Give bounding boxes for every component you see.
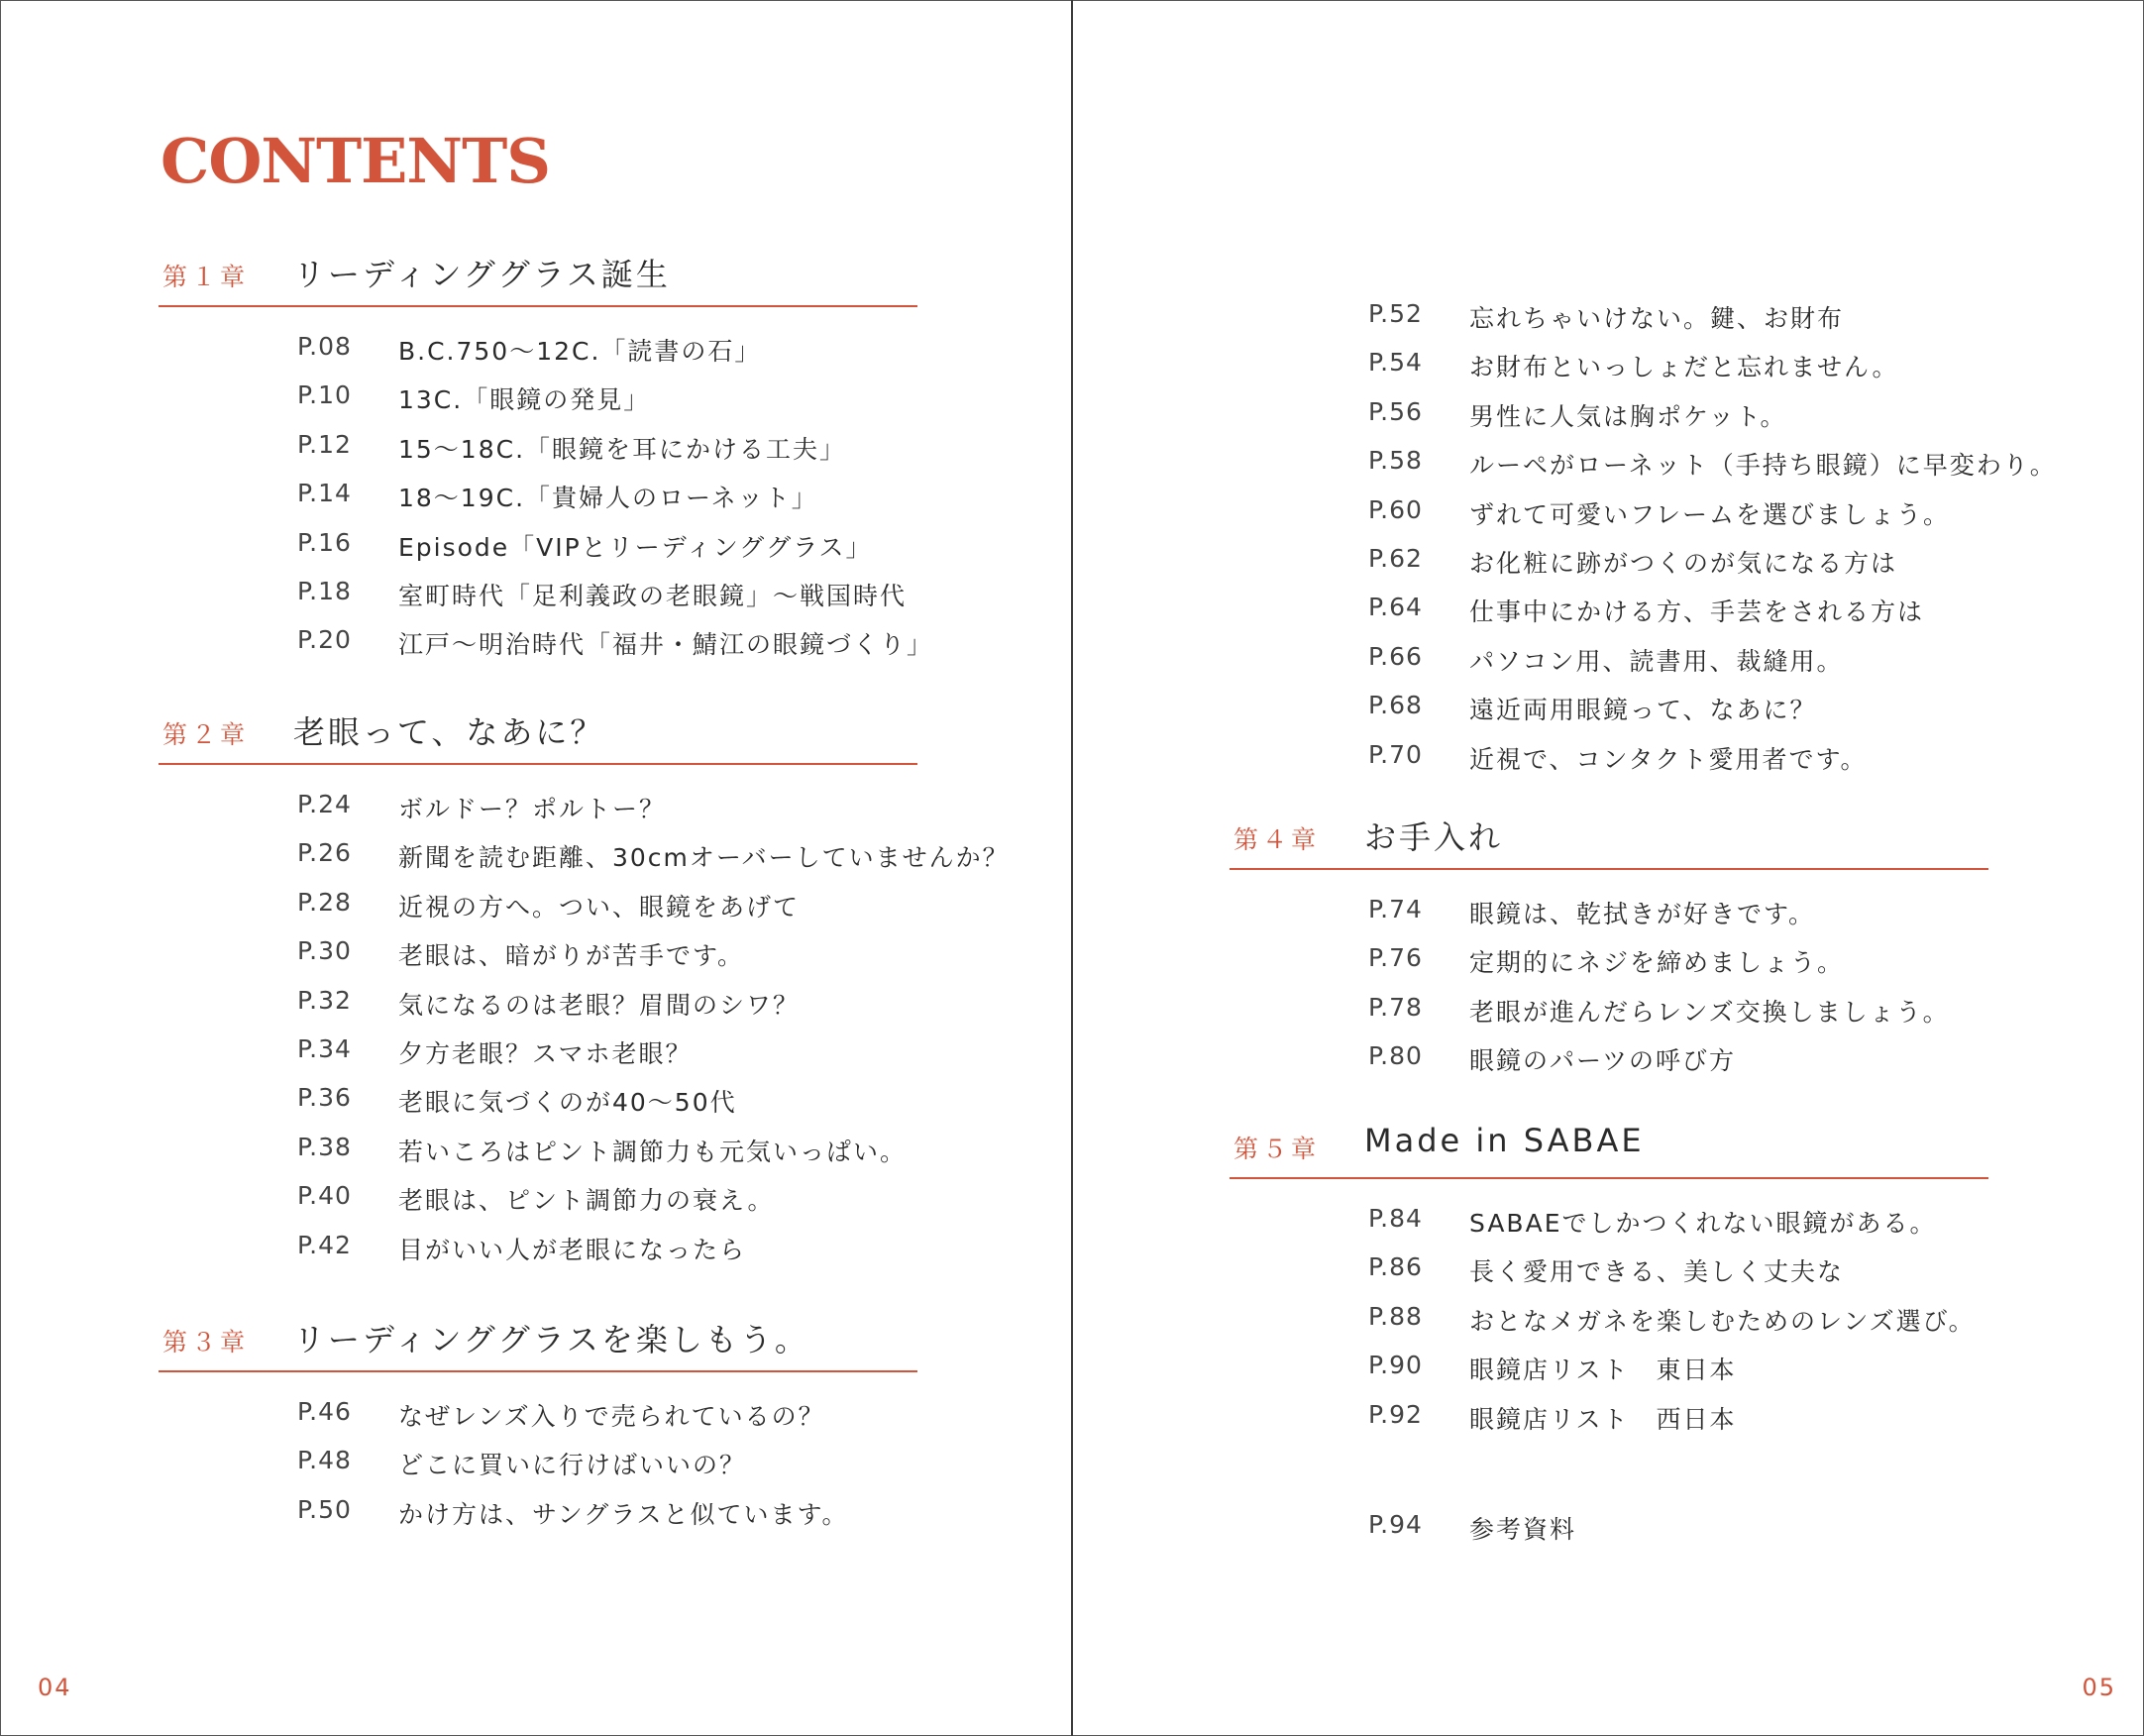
entry-title: 若いころはピント調節力も元気いっぱい。 — [398, 1137, 908, 1166]
page-number: P.12 — [297, 429, 352, 459]
chapter-entries — [1230, 1204, 1988, 1449]
entry-title: Episode「VIPとリーディンググラス」 — [398, 532, 873, 562]
page-number: P.34 — [297, 1033, 352, 1063]
entry-title: 眼鏡は、乾拭きが好きです。 — [1469, 900, 1816, 928]
toc-entry[interactable] — [159, 430, 917, 479]
page-number: P.08 — [297, 332, 352, 361]
toc-entry[interactable] — [159, 790, 917, 838]
toc-entry[interactable] — [159, 838, 1010, 887]
page-number: P.36 — [297, 1083, 352, 1113]
chapter-5 — [1230, 1120, 1988, 1449]
toc-entry[interactable] — [159, 528, 917, 577]
page-number: P.92 — [1368, 1399, 1423, 1429]
entry-title: お化粧に跡がつくのが気になる方は — [1469, 548, 1898, 578]
page-number: P.14 — [297, 479, 352, 508]
toc-entry[interactable] — [159, 986, 917, 1034]
chapter-3 — [159, 1313, 917, 1544]
chapter-4 — [1230, 811, 1988, 1091]
page-number: P.52 — [1368, 299, 1423, 328]
toc-entry[interactable] — [1230, 1302, 1988, 1351]
page-number: P.42 — [297, 1230, 352, 1259]
chapter-label: 第５章 — [1233, 1135, 1321, 1163]
page-number: P.24 — [297, 790, 352, 818]
contents-title: CONTENTS — [161, 125, 551, 197]
entry-title: 定期的にネジを締めましょう。 — [1469, 948, 1845, 978]
entry-title: B.C.750～12C.「読書の石」 — [398, 337, 762, 366]
chapter-title: リーディンググラスを楽しもう。 — [293, 1321, 809, 1358]
toc-entry[interactable] — [1230, 1041, 1988, 1090]
page-number: P.16 — [297, 527, 352, 557]
page-number: P.32 — [297, 985, 352, 1015]
chapter-label: 第３章 — [162, 1328, 250, 1356]
entry-title: 眼鏡のパーツの呼び方 — [1469, 1046, 1737, 1076]
toc-entry[interactable] — [159, 888, 917, 936]
page-number: P.26 — [297, 838, 352, 868]
page-number: P.70 — [1368, 739, 1423, 769]
entry-title: 眼鏡店リスト 東日本 — [1469, 1356, 1737, 1385]
chapter-heading — [1230, 811, 1988, 870]
page-number: P.86 — [1368, 1252, 1423, 1282]
chapter-entries — [159, 332, 934, 675]
entry-title: 男性に人気は胸ポケット。 — [1469, 401, 1787, 431]
page-number: P.38 — [297, 1132, 352, 1161]
entry-title: ルーペがローネット（手持ち眼鏡）に早変わり。 — [1469, 451, 2057, 481]
chapter-1 — [159, 248, 934, 675]
toc-entry[interactable] — [159, 1133, 917, 1181]
toc-entry[interactable] — [1230, 1400, 1988, 1449]
page-number: P.40 — [297, 1181, 352, 1211]
entry-title: 室町時代「足利義政の老眼鏡」～戦国時代 — [398, 581, 908, 610]
toc-entry[interactable] — [159, 1397, 917, 1446]
chapter-entries — [1230, 895, 1988, 1091]
toc-entry[interactable] — [159, 1231, 917, 1279]
chapter-heading — [159, 248, 917, 307]
entry-title: パソコン用、読書用、裁縫用。 — [1469, 646, 1844, 676]
entry-title: 仕事中にかける方、手芸をされる方は — [1469, 597, 1925, 627]
page-number: P.56 — [1368, 396, 1423, 426]
page-number: P.76 — [1368, 943, 1423, 973]
toc-entry[interactable] — [1230, 1252, 1988, 1301]
entry-title: ずれて可愛いフレームを選びましょう。 — [1469, 499, 1951, 529]
entry-title: SABAEでしかつくれない眼鏡がある。 — [1469, 1209, 1937, 1238]
entry-title: 新聞を読む距離、30cmオーバーしていませんか？ — [398, 843, 1010, 873]
page-number: P.54 — [1368, 348, 1423, 378]
entry-title: 近視で、コンタクト愛用者です。 — [1469, 744, 1868, 774]
entry-title: 老眼は、暗がりが苦手です。 — [398, 941, 745, 971]
page-number: P.78 — [1368, 992, 1423, 1022]
entry-title: 忘れちゃいけない。鍵、お財布 — [1469, 304, 1845, 333]
chapter-heading — [159, 705, 917, 765]
page-number: P.48 — [297, 1446, 352, 1475]
page-number: P.10 — [297, 380, 352, 410]
toc-entry[interactable] — [1230, 1204, 1988, 1252]
chapter-title: お手入れ — [1364, 818, 1504, 856]
page-number: P.30 — [297, 936, 352, 966]
page-number: P.74 — [1368, 895, 1423, 923]
entry-title: ボルドー？ポルトー？ — [398, 795, 667, 823]
toc-entry[interactable] — [159, 380, 917, 429]
chapter-label: 第２章 — [162, 720, 250, 749]
chapter-title: 老眼って、なあに？ — [293, 713, 605, 751]
chapter-label: 第４章 — [1233, 825, 1321, 854]
entry-title: 近視の方へ。つい、眼鏡をあげて — [398, 892, 801, 922]
page-number: P.28 — [297, 887, 352, 917]
page-number: P.80 — [1368, 1041, 1423, 1071]
page-number: P.46 — [297, 1397, 352, 1426]
page-number: P.64 — [1368, 593, 1423, 622]
page-number: P.20 — [297, 625, 352, 655]
entry-title: おとなメガネを楽しむためのレンズ選び。 — [1469, 1306, 1976, 1336]
page-number-left: 04 — [38, 1674, 72, 1701]
page-number: P.18 — [297, 576, 352, 605]
page-number: P.58 — [1368, 446, 1423, 476]
toc-entry[interactable] — [159, 1495, 917, 1544]
page-number: P.60 — [1368, 494, 1423, 524]
toc-entry[interactable] — [1230, 895, 1988, 943]
entry-title: お財布といっしょだと忘れません。 — [1469, 353, 1899, 382]
toc-entry[interactable] — [159, 625, 934, 674]
toc-entry[interactable] — [159, 1083, 917, 1132]
entry-title: 老眼が進んだらレンズ交換しましょう。 — [1469, 997, 1950, 1027]
page-number-right: 05 — [2082, 1674, 2116, 1701]
toc-entry[interactable] — [1230, 1351, 1988, 1399]
page-number: P.88 — [1368, 1301, 1423, 1331]
page-number: P.66 — [1368, 641, 1423, 671]
entry-title: 夕方老眼？スマホ老眼？ — [398, 1038, 693, 1068]
page-number: P.84 — [1368, 1204, 1423, 1233]
toc-entry[interactable] — [159, 479, 917, 527]
toc-entry[interactable] — [159, 1034, 917, 1083]
entry-title: どこに買いに行けばいいの？ — [398, 1451, 747, 1480]
page-number: P.94 — [1368, 1510, 1423, 1539]
entry-title: 江戸～明治時代「福井・鯖江の眼鏡づくり」 — [398, 630, 934, 660]
toc-entry[interactable] — [159, 332, 917, 380]
toc-entry[interactable] — [1230, 993, 1988, 1041]
entry-title: 老眼に気づくのが40～50代 — [398, 1088, 737, 1118]
entry-title: かけ方は、サングラスと似ています。 — [398, 1499, 849, 1529]
toc-entry[interactable] — [1230, 943, 1988, 992]
chapter-entries — [159, 790, 1010, 1279]
entry-title: 老眼は、ピント調節力の衰え。 — [398, 1186, 775, 1216]
entry-title: 参考資料 — [1469, 1515, 1577, 1544]
chapter-title: リーディンググラス誕生 — [293, 256, 671, 293]
page-number: P.90 — [1368, 1351, 1423, 1380]
toc-entry[interactable] — [159, 577, 917, 625]
left-page — [0, 0, 1071, 1736]
entry-title: 眼鏡店リスト 西日本 — [1469, 1404, 1737, 1434]
entry-title: なぜレンズ入りで売られているの？ — [398, 1402, 825, 1431]
entry-title: 13C.「眼鏡の発見」 — [398, 385, 651, 415]
chapter-entries — [159, 1397, 917, 1544]
entry-title: 気になるのは老眼？眉間のシワ？ — [398, 990, 801, 1020]
entry-title: 15～18C.「眼鏡を耳にかける工夫」 — [398, 434, 847, 464]
page-number: P.62 — [1368, 543, 1423, 573]
chapter-title: Made in SABAE — [1364, 1122, 1645, 1159]
chapter-2 — [159, 705, 1010, 1279]
entry-title: 目がいい人が老眼になったら — [398, 1235, 747, 1264]
page-number: P.50 — [297, 1494, 352, 1524]
entry-title: 18～19C.「貴婦人のローネット」 — [398, 484, 818, 513]
page-number: P.68 — [1368, 691, 1423, 720]
chapter-heading — [159, 1313, 917, 1372]
toc-entry[interactable] — [159, 936, 917, 985]
entry-title: 遠近両用眼鏡って、なあに？ — [1469, 696, 1817, 725]
chapter-label: 第１章 — [162, 263, 250, 291]
entry-title: 長く愛用できる、美しく丈夫な — [1469, 1257, 1845, 1287]
chapter-heading — [1230, 1120, 1988, 1179]
toc-entry[interactable] — [159, 1446, 917, 1494]
toc-entry[interactable] — [159, 1181, 917, 1230]
right-page — [1073, 0, 2144, 1736]
